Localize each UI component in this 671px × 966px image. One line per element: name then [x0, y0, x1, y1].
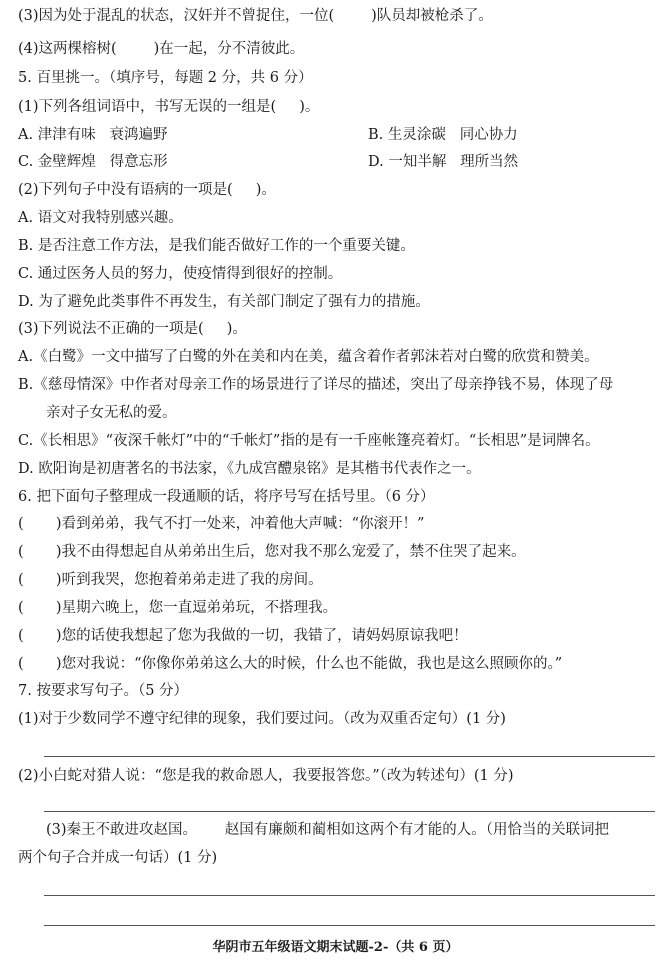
- q7-2-stem: (2)小白蛇对猎人说：“您是我的救命恩人，我要报答您。”（改为转述句）(1 分): [18, 768, 514, 784]
- q6-sentence-4: ( )星期六晚上，您一直逗弟弟玩，不搭理我。: [18, 600, 338, 616]
- q7-2-answer-line[interactable]: [44, 811, 655, 812]
- q6-sentence-1: ( )看到弟弟，我气不打一处来，冲着他大声喊：“你滚开！”: [18, 516, 425, 532]
- q5-2-stem: (2)下列句子中没有语病的一项是( )。: [18, 182, 276, 198]
- q5-3-option-d: D. 欧阳询是初唐著名的书法家，《九成宫醴泉铭》是其楷书代表作之一。: [18, 461, 481, 477]
- q7-3-answer-line-2[interactable]: [44, 925, 655, 926]
- q6-heading: 6. 把下面句子整理成一段通顺的话，将序号写在括号里。（6 分）: [18, 489, 435, 505]
- q7-3-answer-line-1[interactable]: [44, 895, 655, 896]
- q6-sentence-5: ( )您的话使我想起了您为我做的一切，我错了，请妈妈原谅我吧！: [18, 628, 468, 644]
- q5-2-option-a: A. 语文对我特别感兴趣。: [18, 210, 183, 226]
- q7-1-answer-line[interactable]: [44, 756, 655, 757]
- q4-item-3: (3)因为处于混乱的状态，汉奸并不曾捉住，一位( )队员却被枪杀了。: [18, 8, 493, 24]
- q4-item-4: (4)这两棵榕树( )在一起，分不清彼此。: [18, 41, 305, 57]
- q5-3-stem: (3)下列说法不正确的一项是( )。: [18, 321, 247, 337]
- page-footer: 华阴市五年级语文期末试题-2-（共 6 页）: [212, 940, 459, 955]
- q5-1-option-c: C. 金壁辉煌 得意忘形: [18, 154, 168, 170]
- q5-1-stem: (1)下列各组词语中，书写无误的一组是( )。: [18, 99, 320, 115]
- q7-3-stem: (3)秦王不敢进攻赵国。 赵国有廉颇和蔺相如这两个有才能的人。（用恰当的关联词把: [46, 822, 609, 838]
- q7-1-stem: (1)对于少数同学不遵守纪律的现象，我们要过问。（改为双重否定句）(1 分): [18, 711, 506, 727]
- q6-sentence-3: ( )听到我哭，您抱着弟弟走进了我的房间。: [18, 572, 323, 588]
- q6-sentence-2: ( )我不由得想起自从弟弟出生后，您对我不那么宠爱了，禁不住哭了起来。: [18, 544, 526, 560]
- q5-3-option-a: A.《白鹭》一文中描写了白鹭的外在美和内在美，蕴含着作者郭沫若对白鹭的欣赏和赞美。: [18, 349, 599, 365]
- q5-3-option-b-cont: 亲对子女无私的爱。: [46, 405, 177, 421]
- q5-3-option-b: B.《慈母情深》中作者对母亲工作的场景进行了详尽的描述，突出了母亲挣钱不易，体现了母: [18, 377, 614, 393]
- q5-heading: 5. 百里挑一。（填序号，每题 2 分，共 6 分）: [18, 70, 313, 86]
- q7-3-stem-cont: 两个句子合并成一句话）(1 分): [18, 850, 218, 866]
- q5-1-option-a: A. 津津有味 衰鸿遍野: [18, 127, 168, 143]
- q6-sentence-6: ( )您对我说：“你像你弟弟这么大的时候，什么也不能做，我也是这么照顾你的。”: [18, 656, 563, 672]
- q5-3-option-c: C.《长相思》“夜深千帐灯”中的“千帐灯”指的是有一千座帐篷亮着灯。“长相思”是词牌名。: [18, 433, 600, 449]
- q7-heading: 7. 按要求写句子。（5 分）: [18, 683, 189, 699]
- q5-2-option-d: D. 为了避免此类事件不再发生，有关部门制定了强有力的措施。: [18, 294, 430, 310]
- q5-2-option-c: C. 通过医务人员的努力，使疫情得到很好的控制。: [18, 266, 343, 282]
- q5-1-option-b: B. 生灵涂碳 同心协力: [368, 127, 518, 143]
- q5-2-option-b: B. 是否注意工作方法，是我们能否做好工作的一个重要关键。: [18, 238, 415, 254]
- q5-1-option-d: D. 一知半解 理所当然: [368, 154, 519, 170]
